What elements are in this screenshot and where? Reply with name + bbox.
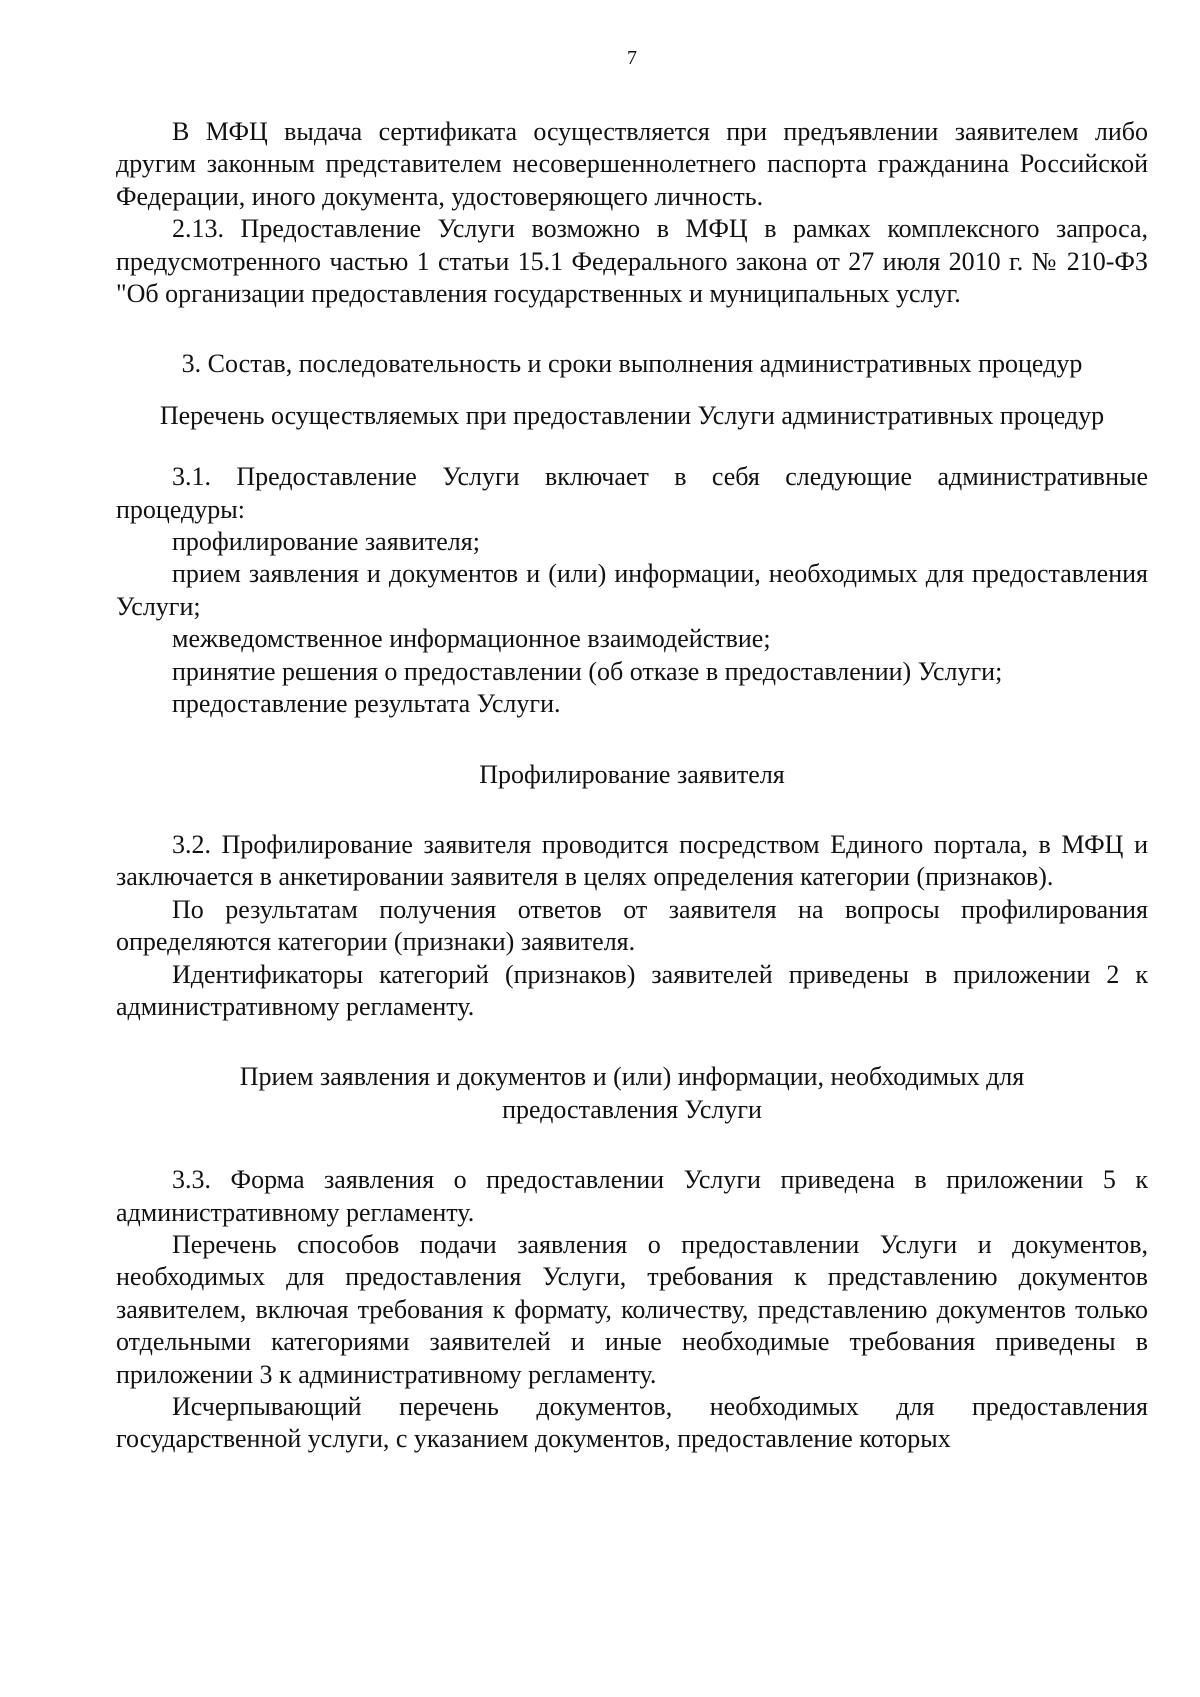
- subheading-profiling: Профилирование заявителя: [479, 759, 785, 789]
- paragraph-3-2: 3.2. Профилирование заявителя проводится посредством Единого портала, в МФЦ и заключается в анкетировании заявителя в целях определения категории (признаков).: [116, 829, 1148, 892]
- paragraph-exhaustive-list: Исчерпывающий перечень документов, необходимых для предоставления государственной услуги, с указанием документов, предоставление которых: [116, 1392, 1148, 1454]
- page-number: 7: [627, 47, 637, 69]
- section-heading-3: 3. Состав, последовательность и сроки выполнения административных процедур: [181, 349, 1083, 379]
- paragraph-submission-methods: Перечень способов подачи заявления о предоставлении Услуги и документов, необходимых для предоставления Услуги, требования к представлению документов заявителем, включая требования к формату, количеству, представлению документов только отдельными категориями заявителей и иные необходимые требования приведены в приложении 3 к административному регламенту.: [116, 1229, 1148, 1389]
- paragraph-3-3: 3.3. Форма заявления о предоставлении Услуги приведена в приложении 5 к административному регламенту.: [116, 1165, 1148, 1227]
- subheading-reception: Прием заявления и документов и (или) информации, необходимых для предоставления Услуги: [239, 1062, 1025, 1124]
- paragraph-2-13: 2.13. Предоставление Услуги возможно в МФЦ в рамках комплексного запроса, предусмотренного частью 1 статьи 15.1 Федерального закона от 27 июля 2010 г. № 210-ФЗ "Об организации предоставления государственных и муниципальных услуг.: [116, 214, 1148, 309]
- paragraph-identifiers: Идентификаторы категорий (признаков) заявителей приведены в приложении 2 к административному регламенту.: [116, 959, 1148, 1021]
- subheading-procedures-list: Перечень осуществляемых при предоставлении Услуги административных процедур: [159, 400, 1105, 430]
- list-item-result: предоставление результата Услуги.: [172, 689, 561, 719]
- paragraph-profiling-results: По результатам получения ответов от заявителя на вопросы профилирования определяются категории (признаки) заявителя.: [116, 894, 1148, 957]
- paragraph-mfc-certificate: В МФЦ выдача сертификата осуществляется при предъявлении заявителем либо другим законным представителем несовершеннолетнего паспорта гражданина Российской Федерации, иного документа, удостоверяющего личность.: [116, 117, 1148, 211]
- list-item-reception: прием заявления и документов и (или) информации, необходимых для предоставления Услуги;: [116, 559, 1148, 621]
- list-item-profiling: профилирование заявителя;: [172, 527, 480, 557]
- document-body: [116, 116, 1148, 1456]
- list-item-interagency: межведомственное информационное взаимодействие;: [172, 624, 771, 654]
- paragraph-3-1: 3.1. Предоставление Услуги включает в себя следующие административные процедуры:: [116, 462, 1148, 524]
- list-item-decision: принятие решения о предоставлении (об отказе в предоставлении) Услуги;: [172, 656, 1003, 686]
